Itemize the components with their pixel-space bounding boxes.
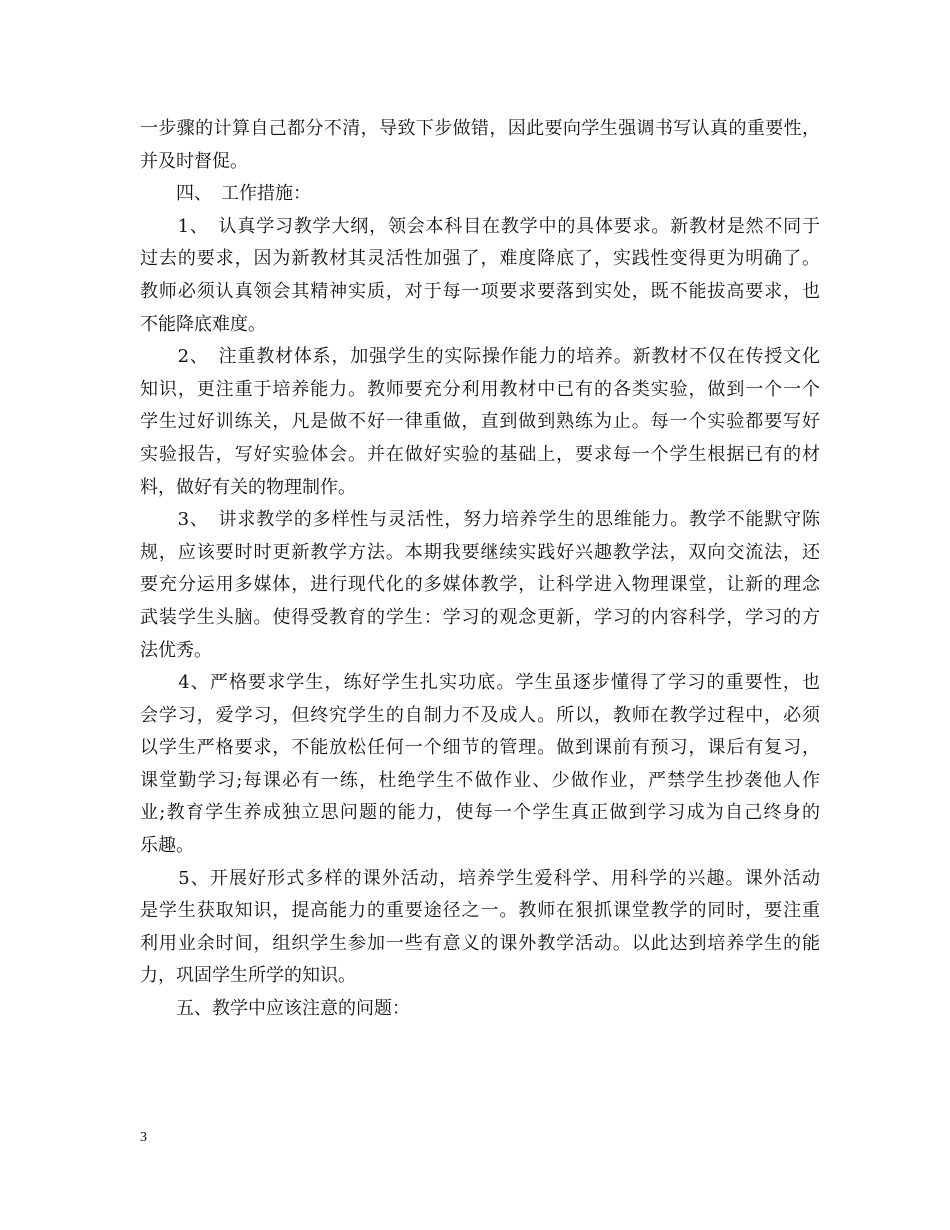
text-line: 是学生获取知识，提高能力的重要途径之一。教师在狠抓课堂教学的同时，要注重 [140, 900, 820, 922]
text-line: 料，做好有关的物理制作。 [140, 476, 356, 498]
text-line: 学生过好训练关，凡是做不好一律重做，直到做到熟练为止。每一个实验都要写好 [140, 411, 820, 433]
text-line: 4、严格要求学生，练好学生扎实功底。学生虽逐步懂得了学习的重要性，也 [140, 672, 820, 694]
text-line: 不能降底难度。 [140, 313, 266, 335]
text-line: 一步骤的计算自己都分不清，导致下步做错，因此要向学生强调书写认真的重要性， [140, 118, 820, 139]
text-line: 3、 讲求教学的多样性与灵活性，努力培养学生的思维能力。教学不能默守陈 [140, 509, 820, 531]
text-line: 四、 工作措施： [140, 183, 311, 205]
text-line: 武装学生头脑。使得受教育的学生：学习的观念更新，学习的内容科学，学习的方 [140, 606, 820, 628]
text-line: 法优秀。 [140, 639, 212, 661]
text-line: 会学习，爱学习，但终究学生的自制力不及成人。所以，教师在教学过程中，必须 [140, 704, 820, 726]
text-line: 2、 注重教材体系，加强学生的实际操作能力的培养。新教材不仅在传授文化 [140, 346, 820, 368]
text-line: 规，应该要时时更新教学方法。本期我要继续实践好兴趣教学法，双向交流法，还 [140, 541, 820, 563]
text-line: 1、 认真学习教学大纲，领会本科目在教学中的具体要求。新教材是然不同于 [140, 215, 820, 237]
text-line: 5、开展好形式多样的课外活动，培养学生爱科学、用科学的兴趣。课外活动 [140, 867, 820, 889]
text-line: 课堂勤学习;每课必有一练，杜绝学生不做作业、少做作业，严禁学生抄袭他人作 [140, 769, 820, 791]
document-body [140, 113, 820, 1026]
text-line: 实验报告，写好实验体会。并在做好实验的基础上，要求每一个学生根据已有的材 [140, 443, 820, 465]
text-line: 五、教学中应该注意的问题： [140, 998, 410, 1020]
text-line: 过去的要求，因为新教材其灵活性加强了，难度降底了，实践性变得更为明确了。 [140, 248, 820, 270]
text-line: 业;教育学生养成独立思问题的能力，使每一个学生真正做到学习成为自己终身的 [140, 802, 820, 824]
text-line: 教师必须认真领会其精神实质，对于每一项要求要落到实处，既不能拔高要求，也 [140, 280, 820, 302]
text-line: 要充分运用多媒体，进行现代化的多媒体教学，让科学进入物理课堂，让新的理念 [140, 574, 820, 596]
text-line: 力，巩固学生所学的知识。 [140, 965, 356, 987]
text-line: 知识，更注重于培养能力。教师要充分利用教材中已有的各类实验，做到一个一个 [140, 378, 820, 400]
text-line: 并及时督促。 [140, 150, 248, 172]
text-line: 利用业余时间，组织学生参加一些有意义的课外教学活动。以此达到培养学生的能 [140, 932, 820, 954]
text-line: 乐趣。 [140, 835, 194, 857]
page-number: 3 [140, 1130, 147, 1145]
text-line: 以学生严格要求，不能放松任何一个细节的管理。做到课前有预习，课后有复习， [140, 737, 820, 759]
